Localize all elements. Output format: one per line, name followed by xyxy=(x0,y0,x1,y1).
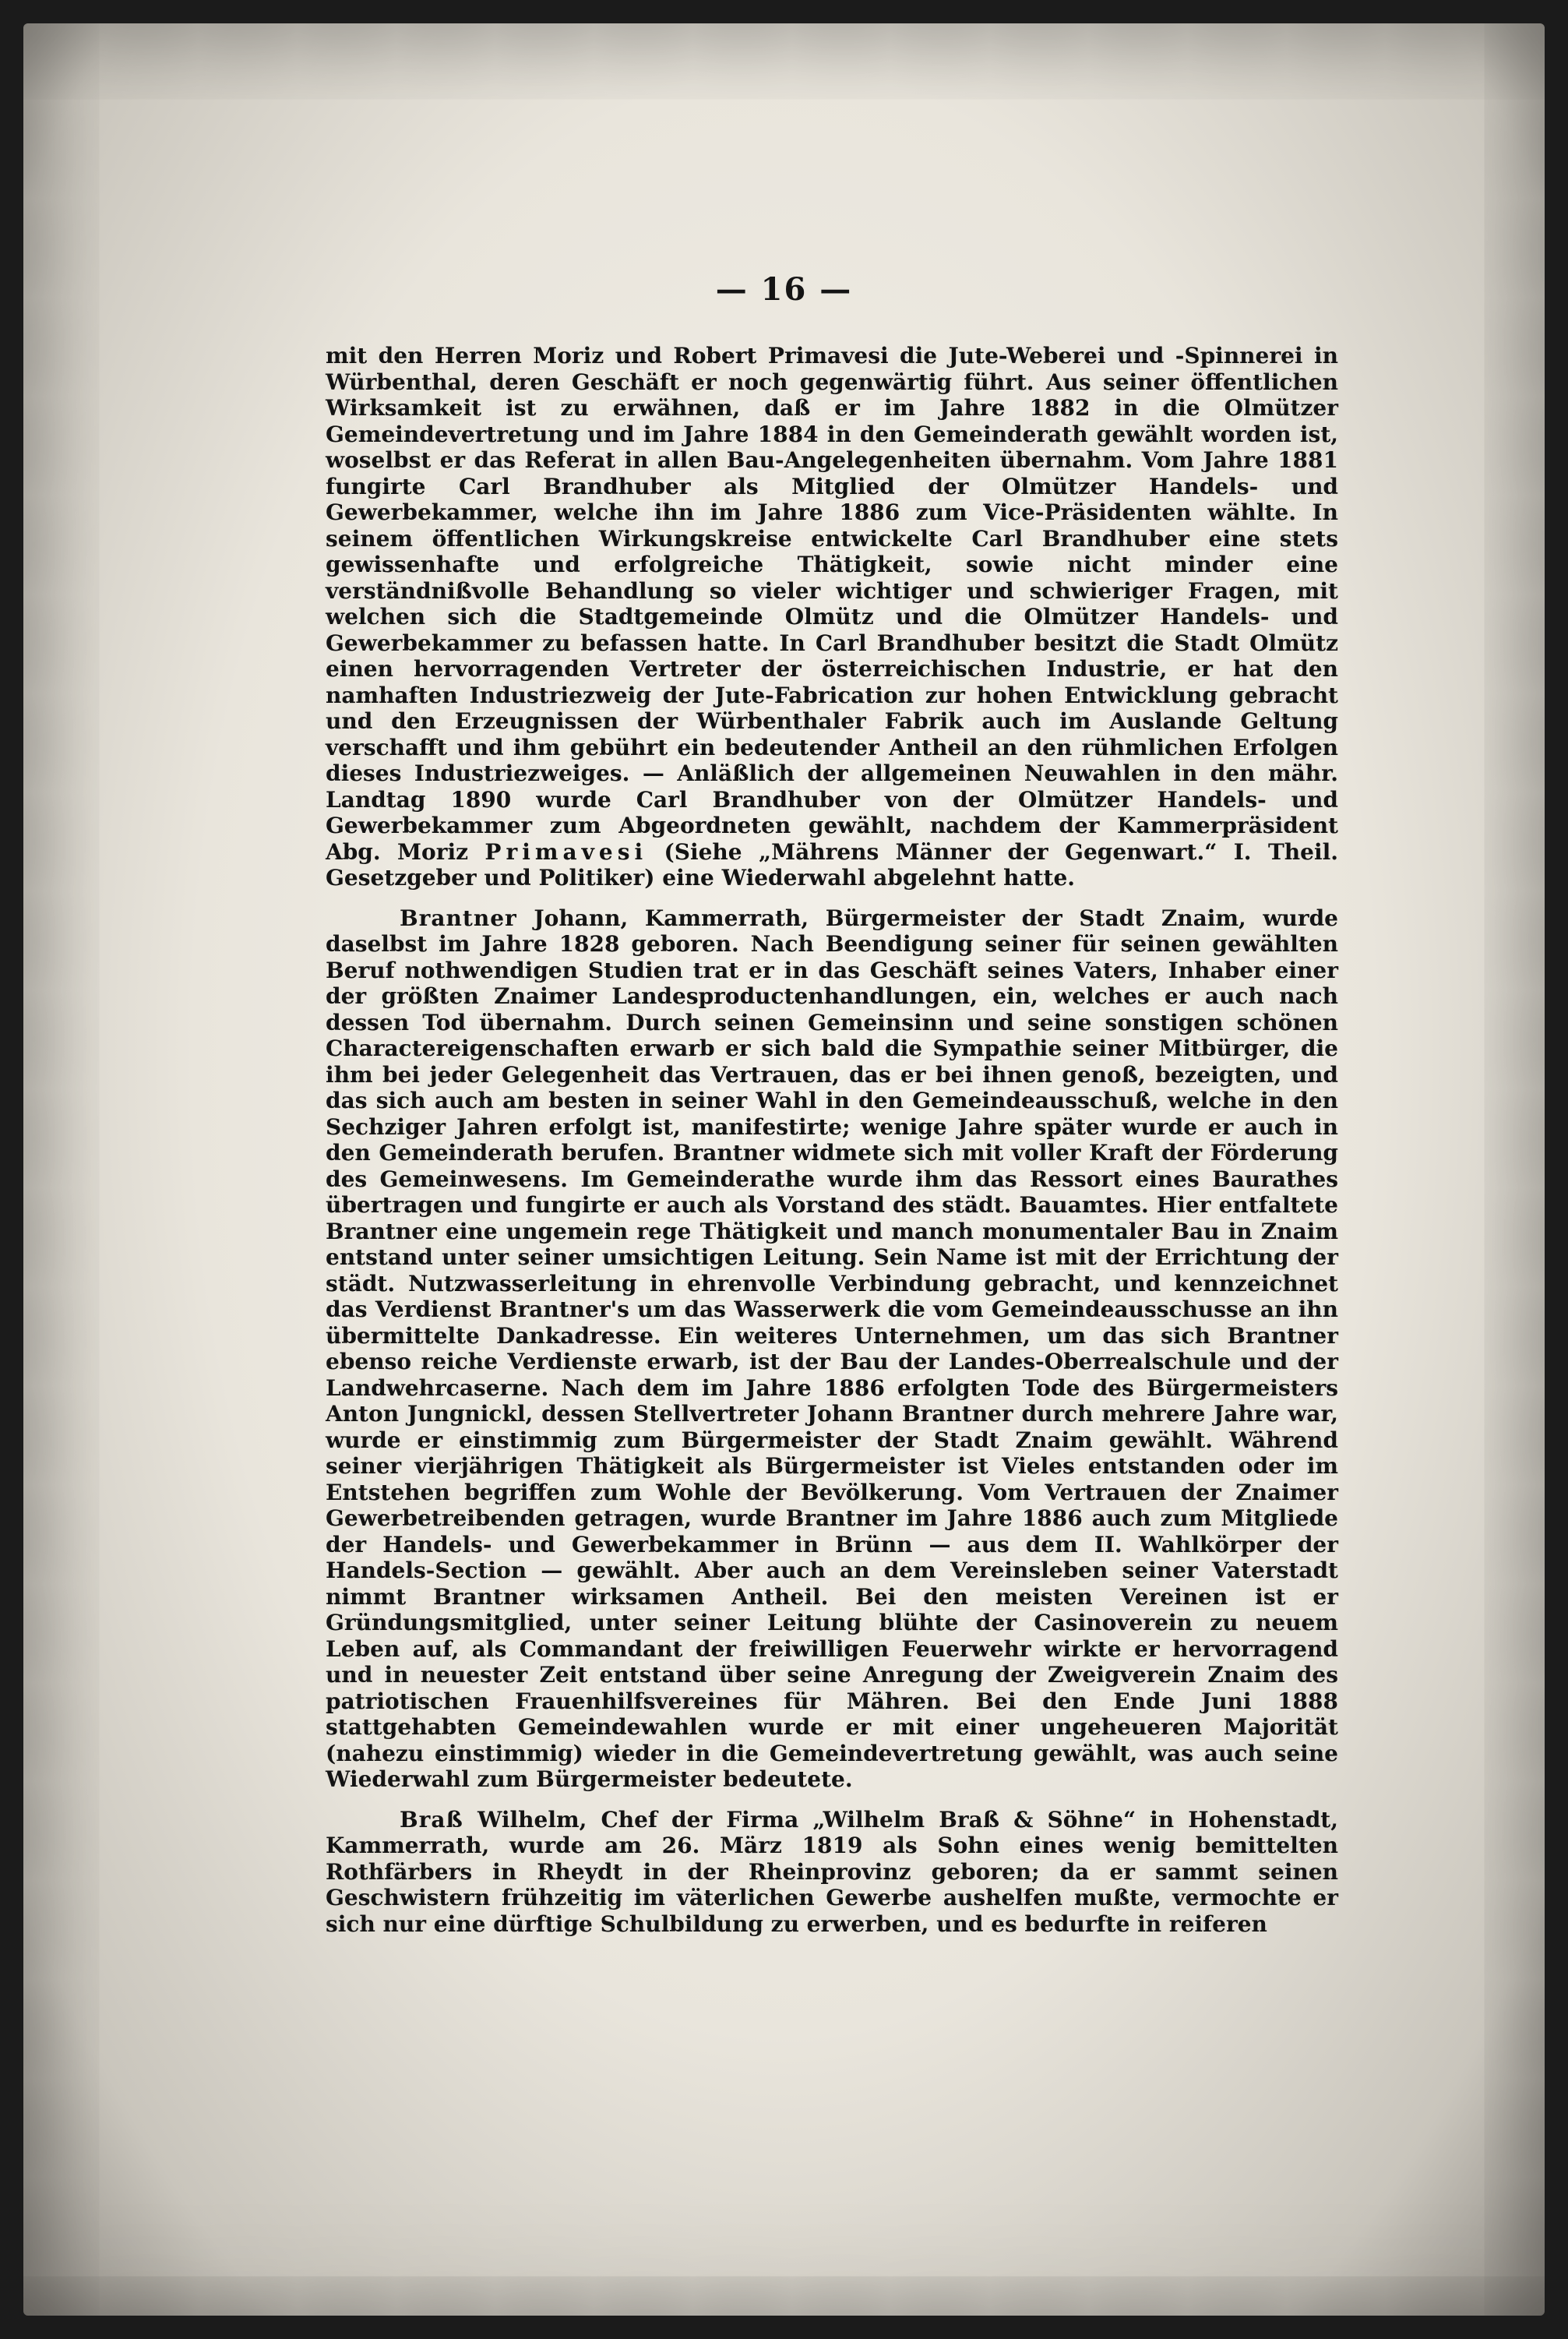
entry-headword: Braß xyxy=(400,1806,463,1833)
entry-brantner xyxy=(326,905,1338,1793)
paragraph-text: mit den Herren Moriz und Robert Primavesi die Jute-Weberei und -Spinnerei in Würbenthal, deren Geschäft er noch gegenwärtig führt. Aus seiner öffentlichen Wirksamkeit ist zu erwähnen, daß er im Jahre 1882 in die Olmützer Gemeindevertretung und im Jahre 1884 in den Gemeinderath gewählt worden ist, woselbst er das Referat in allen Bau-Angelegenheiten übernahm. Vom Jahre 1881 fungirte Carl Brandhuber als Mitglied der Olmützer Handels- und Gewerbekammer, welche ihn im Jahre 1886 zum Vice-Präsidenten wählte. In seinem öffentlichen Wirkungskreise entwickelte Carl Brandhuber eine stets gewissenhafte und erfolgreiche Thätigkeit, sowie nicht minder eine verständnißvolle Behandlung so vieler wichtiger und schwieriger Fragen, mit welchen sich die Stadtgemeinde Olmütz und die Olmützer Handels- und Gewerbekammer zu befassen hatte. In Carl Brandhuber besitzt die Stadt Olmütz einen hervorragenden Vertreter der österreichischen Industrie, er hat den namhaften Industriezweig der Jute-Fabrication zur hohen Entwicklung gebracht und den Erzeugnissen der Würbenthaler Fabrik auch im Auslande Geltung verschafft und ihm gebührt ein bedeutender Antheil an den rühmlichen Erfolgen dieses Industriezweiges. — Anläßlich der allgemeinen Neuwahlen in den mähr. Landtag 1890 wurde Carl Brandhuber von der Olmützer Handels- und Gewerbekammer zum Abgeordneten gewählt, nachdem der Kammerpräsident Abg. Moriz xyxy=(326,343,1338,865)
paragraph-text-end: (Siehe „Mährens Männer der Gegenwart.“ I. Theil. Gesetzgeber und Politiker) eine Wiederwahl abgelehnt hatte. xyxy=(326,838,1338,891)
body-text xyxy=(326,343,1338,1937)
book-page xyxy=(23,23,1545,2316)
entry-text: Johann, Kammerrath, Bürgermeister der Stadt Znaim, wurde daselbst im Jahre 1828 geboren. Nach Beendigung seiner für seinen gewählten Beruf nothwendigen Studien trat er in das Geschäft seines Vaters, Inhaber einer der größten Znaimer Landesproductenhandlungen, ein, welches er auch nach dessen Tod übernahm. Durch seinen Gemeinsinn und seine sonstigen schönen Charactereigenschaften erwarb er sich bald die Sympathie seiner Mitbürger, die ihm bei jeder Gelegenheit das Vertrauen, das er bei ihnen genoß, bezeigten, und das sich auch am besten in seiner Wahl in den Gemeindeausschuß, welche in den Sechziger Jahren erfolgt ist, manifestirte; wenige Jahre später wurde er auch in den Gemeinderath berufen. Brantner widmete sich mit voller Kraft der Förderung des Gemeinwesens. Im Gemeinderathe wurde ihm das Ressort eines Baurathes übertragen und fungirte er auch als Vorstand des städt. Bauamtes. Hier entfaltete Brantner eine ungemein rege Thätigkeit und manch monumentaler Bau in Znaim entstand unter seiner umsichtigen Leitung. Sein Name ist mit der Errichtung der städt. Nutzwasserleitung in ehrenvolle Verbindung gebracht, und kennzeichnet das Verdienst Brantner's um das Wasserwerk die vom Gemeindeausschusse an ihn übermittelte Dankadresse. Ein weiteres Unternehmen, um das sich Brantner ebenso reiche Verdienste erwarb, ist der Bau der Landes-Oberrealschule und der Landwehrcaserne. Nach dem im Jahre 1886 erfolgten Tode des Bürgermeisters Anton Jungnickl, dessen Stellvertreter Johann Brantner durch mehrere Jahre war, wurde er einstimmig zum Bürgermeister der Stadt Znaim gewählt. Während seiner vierjährigen Thätigkeit als Bürgermeister ist Vieles entstanden oder im Entstehen begriffen zum Wohle der Bevölkerung. Vom Vertrauen der Znaimer Gewerbetreibenden getragen, wurde Brantner im Jahre 1886 auch zum Mitgliede der Handels- und Gewerbekammer in Brünn — aus dem II. Wahlkörper der Handels-Section — gewählt. Aber auch an dem Vereinsleben seiner Vaterstadt nimmt Brantner wirksamen Antheil. Bei den meisten Vereinen ist er Gründungsmitglied, unter seiner Leitung blühte der Casinoverein zu neuem Leben auf, als Commandant der freiwilligen Feuerwehr wirkte er hervorragend und in neuester Zeit entstand über seine Anregung der Zweigverein Znaim des patriotischen Frauenhilfsvereines für Mähren. Bei den Ende Juni 1888 stattgehabten Gemeindewahlen wurde er mit einer ungeheueren Majorität (nahezu einstimmig) wieder in die Gemeindevertretung gewählt, was auch seine Wiederwahl zum Bürgermeister bedeutete. xyxy=(326,905,1338,1792)
page-number: — 16 — xyxy=(715,271,853,308)
paragraph-brandhuber-continuation xyxy=(326,343,1338,891)
entry-brass xyxy=(326,1807,1338,1938)
name-primavesi: Primavesi xyxy=(484,838,648,865)
entry-text: Wilhelm, Chef der Firma „Wilhelm Braß & Söhne“ in Hohenstadt, Kammerrath, wurde am 26. März 1819 als Sohn eines wenig bemittelten Rothfärbers in Rheydt in der Rheinprovinz geboren; da er sammt seinen Geschwistern frühzeitig im väterlichen Gewerbe aushelfen mußte, vermochte er sich nur eine dürftige Schulbildung zu erwerben, und es bedurfte in reiferen xyxy=(326,1806,1338,1937)
entry-headword: Brantner xyxy=(400,905,517,931)
